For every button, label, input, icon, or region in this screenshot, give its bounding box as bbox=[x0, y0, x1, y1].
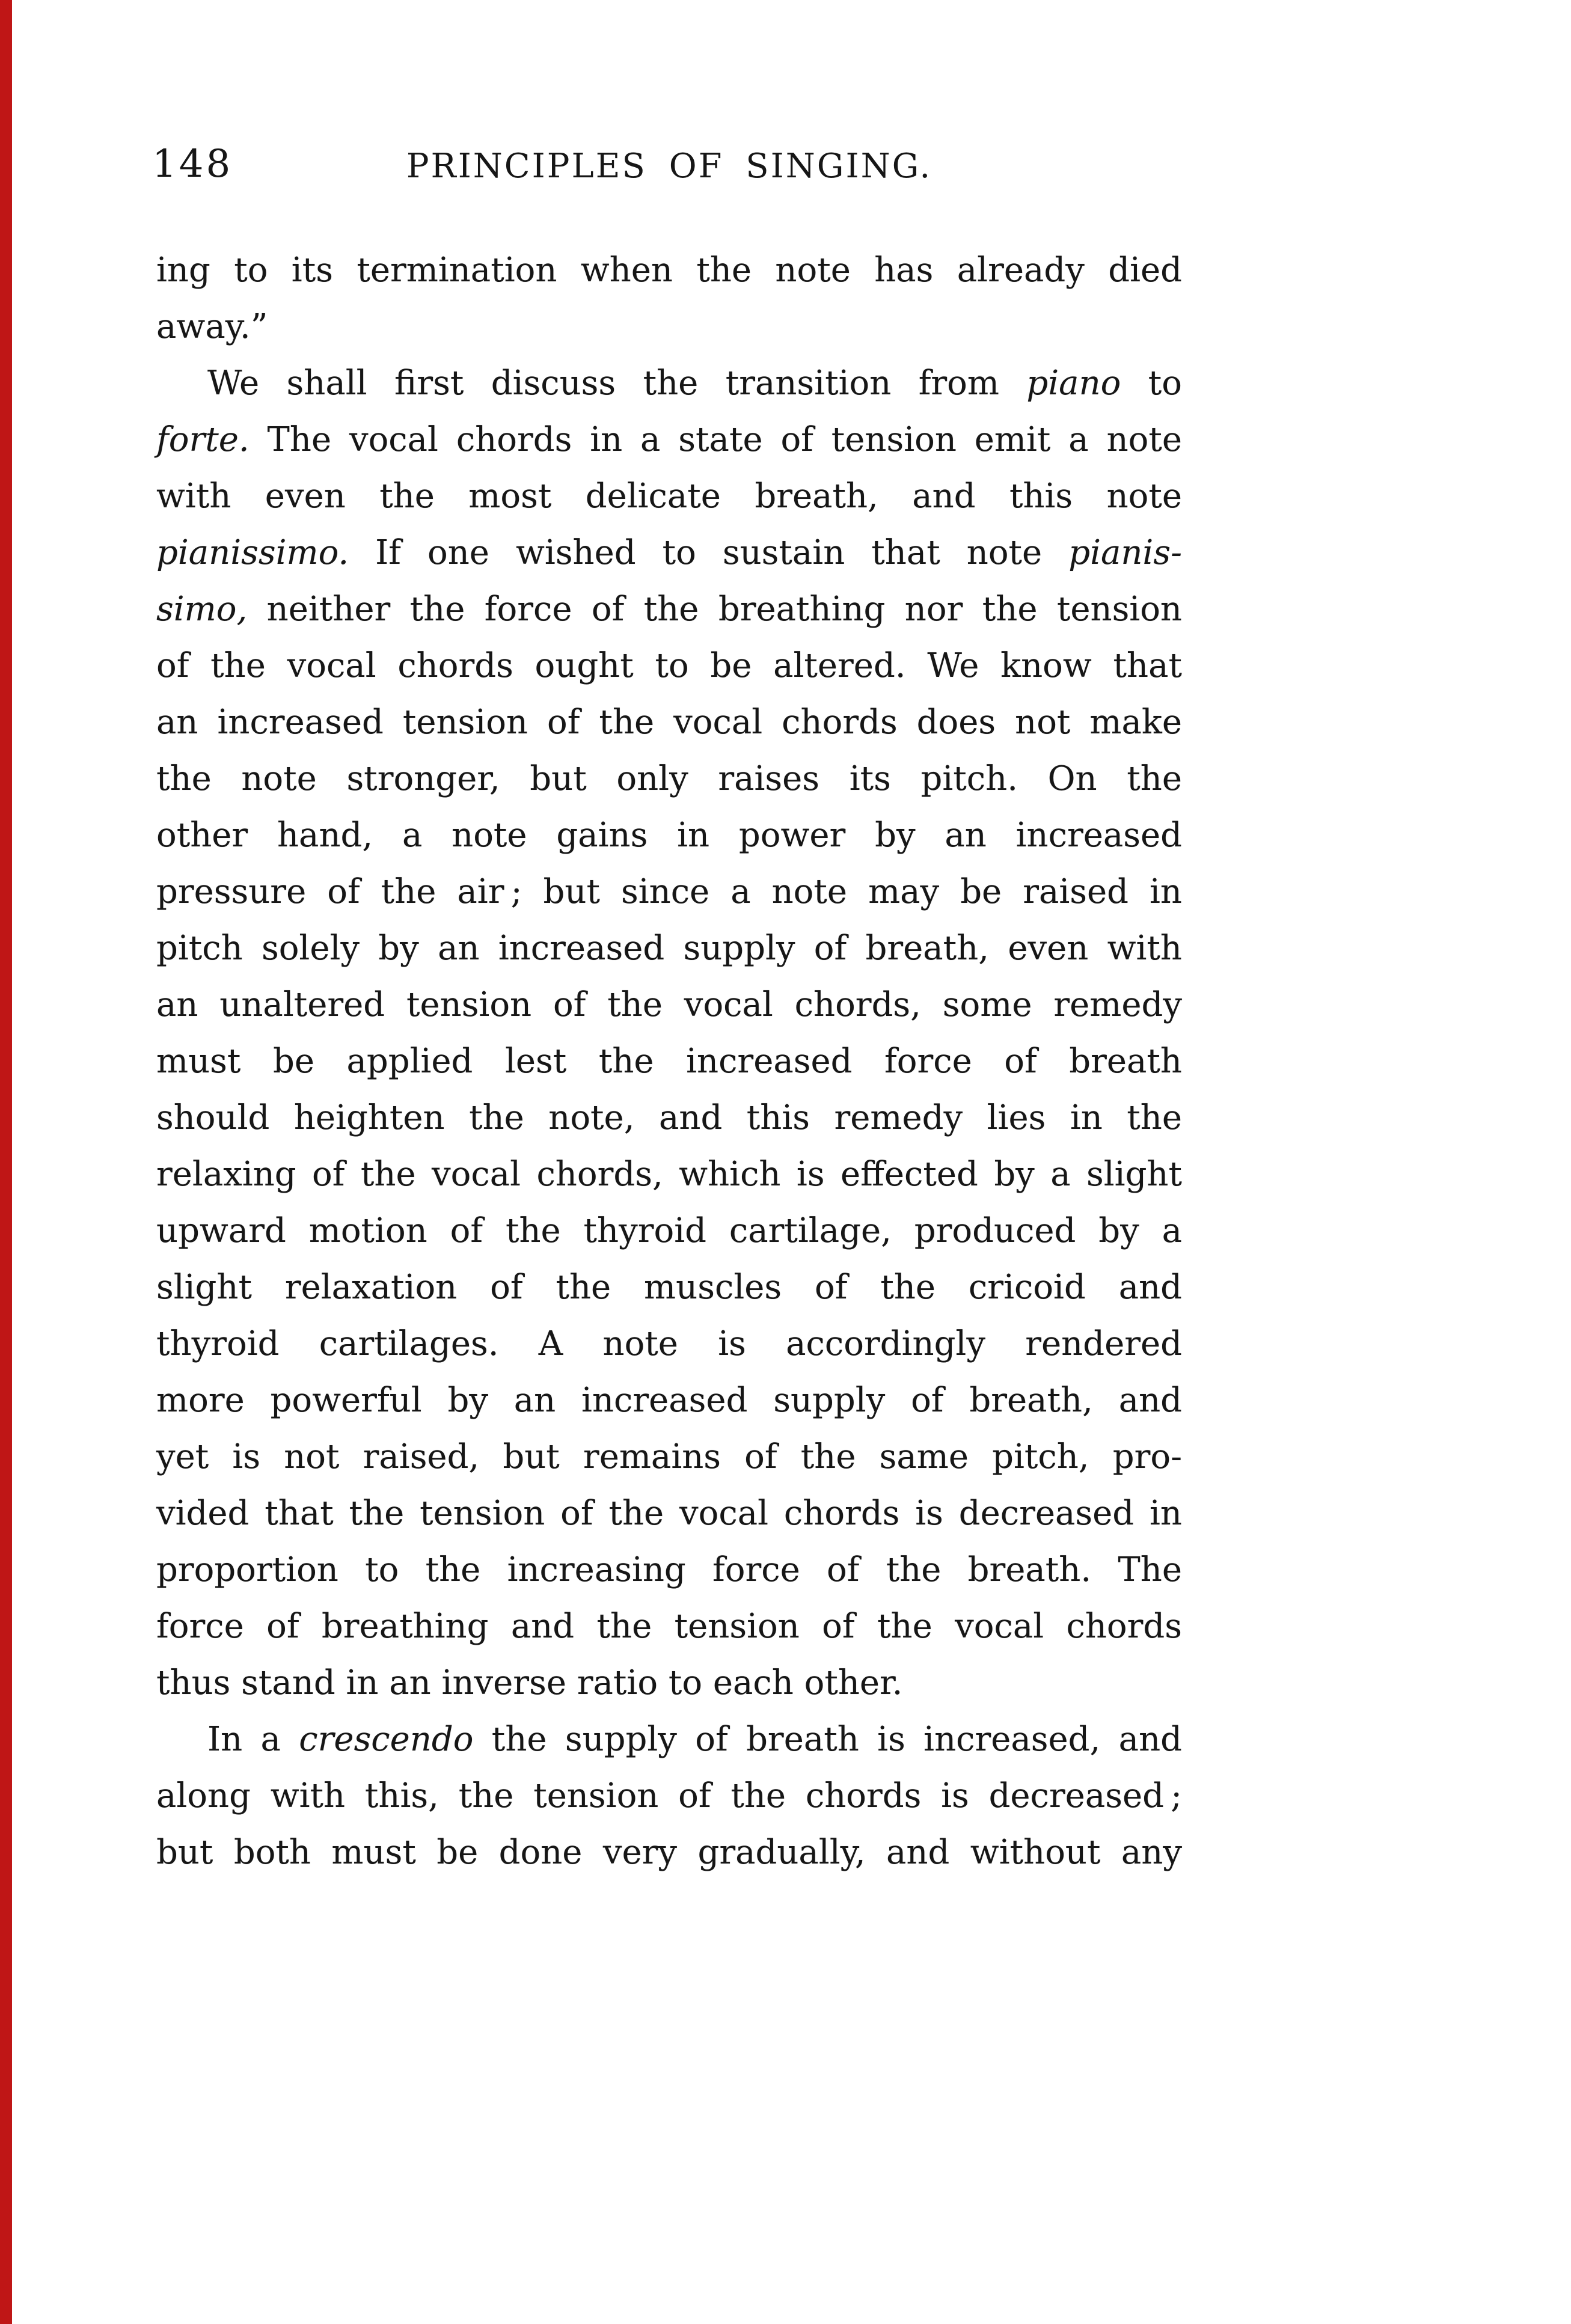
text-segment: other hand, a note gains in power by an increased bbox=[156, 816, 1182, 855]
text-line bbox=[156, 1824, 1182, 1881]
text-line bbox=[156, 638, 1182, 694]
text-segment: pressure of the air ; but since a note may be raised in bbox=[156, 872, 1182, 911]
page-number: 148 bbox=[152, 142, 233, 186]
running-header: PRINCIPLES OF SINGING. bbox=[406, 147, 932, 186]
text-line bbox=[156, 1542, 1182, 1598]
text-line bbox=[156, 1033, 1182, 1090]
text-line bbox=[156, 581, 1182, 638]
text-segment: ing to its termination when the note has already died bbox=[156, 251, 1182, 290]
text-line bbox=[156, 1372, 1182, 1429]
text-segment: must be applied lest the increased force of breath bbox=[156, 1042, 1182, 1081]
text-segment: of the vocal chords ought to be altered. We know that bbox=[156, 646, 1182, 685]
text-segment: upward motion of the thyroid cartilage, produced by a bbox=[156, 1211, 1182, 1250]
text-line bbox=[156, 242, 1182, 299]
text-segment: neither the force of the breathing nor the tension bbox=[247, 590, 1182, 629]
text-segment: We shall first discuss the transition from bbox=[207, 364, 1027, 403]
text-segment: along with this, the tension of the chords is decreased ; bbox=[156, 1776, 1182, 1815]
text-segment: the note stronger, but only raises its pitch. On the bbox=[156, 759, 1182, 798]
text-segment: yet is not raised, but remains of the same pitch, pro- bbox=[156, 1437, 1182, 1476]
text-segment: but both must be done very gradually, and without any bbox=[156, 1833, 1182, 1872]
text-segment: The vocal chords in a state of tension emit a note bbox=[249, 420, 1182, 459]
text-segment: force of breathing and the tension of the vocal chords bbox=[156, 1607, 1182, 1646]
text-segment: proportion to the increasing force of the breath. The bbox=[156, 1550, 1182, 1589]
text-line bbox=[156, 1485, 1182, 1542]
text-segment: If one wished to sustain that note bbox=[349, 533, 1069, 572]
text-line bbox=[156, 412, 1182, 468]
text-line bbox=[156, 1259, 1182, 1316]
italic-term: simo, bbox=[156, 590, 248, 629]
italic-term: pianissimo. bbox=[156, 533, 349, 572]
text-segment: should heighten the note, and this remedy lies in the bbox=[156, 1098, 1182, 1137]
text-segment: an unaltered tension of the vocal chords, some remedy bbox=[156, 985, 1182, 1024]
text-segment: to bbox=[1121, 364, 1182, 403]
text-line bbox=[156, 1711, 1182, 1768]
italic-term: piano bbox=[1026, 364, 1121, 403]
text-line bbox=[156, 1316, 1182, 1372]
text-line bbox=[156, 694, 1182, 751]
text-line bbox=[156, 1146, 1182, 1203]
italic-term: pianis- bbox=[1068, 533, 1182, 572]
italic-term: crescendo bbox=[299, 1720, 474, 1759]
text-line bbox=[156, 1598, 1182, 1655]
text-line bbox=[156, 299, 1182, 355]
text-line bbox=[156, 920, 1182, 977]
text-line bbox=[156, 1203, 1182, 1259]
text-line bbox=[156, 525, 1182, 581]
text-segment: the supply of breath is increased, and bbox=[473, 1720, 1182, 1759]
text-segment: vided that the tension of the vocal chords is decreased in bbox=[156, 1494, 1182, 1533]
text-line bbox=[156, 807, 1182, 864]
text-line bbox=[156, 977, 1182, 1033]
text-segment: pitch solely by an increased supply of breath, even with bbox=[156, 929, 1182, 968]
text-segment: more powerful by an increased supply of breath, and bbox=[156, 1381, 1182, 1420]
text-segment: relaxing of the vocal chords, which is effected by a slight bbox=[156, 1155, 1182, 1194]
text-line bbox=[156, 1090, 1182, 1146]
text-line bbox=[156, 1429, 1182, 1485]
text-segment: slight relaxation of the muscles of the cricoid and bbox=[156, 1268, 1182, 1307]
text-line bbox=[156, 864, 1182, 920]
text-line bbox=[156, 751, 1182, 807]
text-line bbox=[156, 1768, 1182, 1824]
text-line bbox=[156, 355, 1182, 412]
text-segment: thus stand in an inverse ratio to each other. bbox=[156, 1663, 903, 1702]
body-text bbox=[156, 242, 1182, 1881]
italic-term: forte. bbox=[156, 420, 250, 459]
text-segment: an increased tension of the vocal chords does not make bbox=[156, 703, 1182, 742]
text-segment: with even the most delicate breath, and this note bbox=[156, 477, 1182, 516]
text-segment: thyroid cartilages. A note is accordingly rendered bbox=[156, 1324, 1182, 1363]
book-edge-strip bbox=[0, 0, 12, 2324]
text-line bbox=[156, 1655, 1182, 1711]
text-segment: In a bbox=[207, 1720, 299, 1759]
text-line bbox=[156, 468, 1182, 525]
text-segment: away.” bbox=[156, 307, 268, 346]
